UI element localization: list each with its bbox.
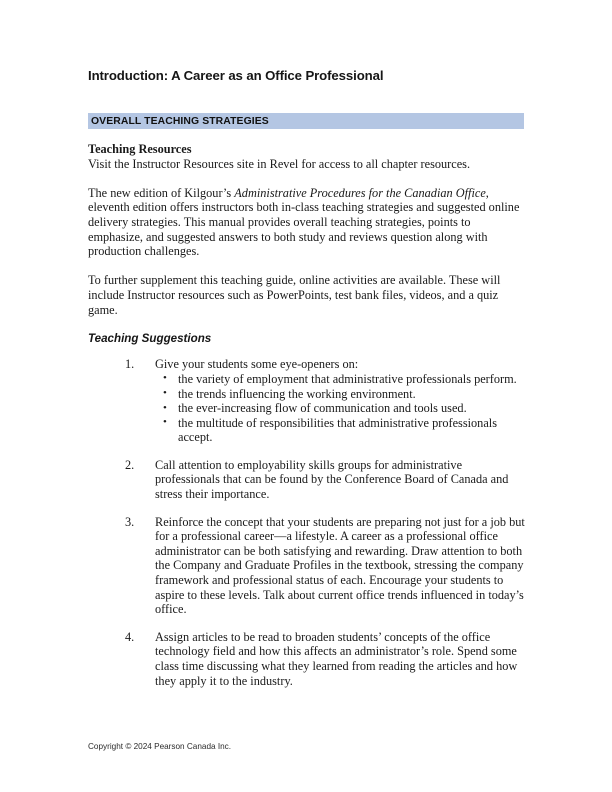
list-item (88, 458, 528, 502)
bullet-dot-icon: • (163, 372, 167, 385)
teaching-resources-heading: Teaching Resources (88, 142, 192, 156)
bullet-dot-icon: • (163, 401, 167, 414)
bullet-dot-icon: • (163, 387, 167, 399)
bullet-text: the trends influencing the working environment. (178, 386, 416, 401)
list-item (88, 357, 528, 445)
list-item (155, 401, 528, 416)
document-body (88, 142, 528, 688)
list-item (155, 416, 528, 445)
list-spacer (88, 346, 528, 357)
list-item-text: Reinforce the concept that your students are preparing not just for a job but for a professional career—a lifestyle. A career as a professional office administrator can be both satisfying and rewarding. Draw attention to both the Company and Graduate Profiles in the textbook, stressing the company framework and professional status of each. Encourage your students to aspire to these levels. Talk about current office trends influenced in today’s office. (155, 514, 525, 617)
footer-copyright: Copyright © 2024 Pearson Canada Inc. (88, 742, 232, 751)
bullet-text: the multitude of responsibilities that administrative professionals accept. (178, 415, 497, 445)
list-item (88, 515, 528, 617)
list-item-number: 4. (125, 629, 135, 644)
section-banner (88, 113, 524, 129)
list-item (155, 387, 528, 402)
book-title-italic: Administrative Procedures for the Canadian Office (234, 185, 486, 200)
edition-paragraph (88, 186, 528, 259)
list-item-text: Assign articles to be read to broaden students’ concepts of the office technology field and how this affects an administrator’s role. Spend some class time discussing what they learned from reading the articles and how they apply it to the industry. (155, 629, 518, 688)
paragraph-spacer (88, 259, 528, 274)
edition-paragraph-tail: , eleventh edition offers instructors both in-class teaching strategies and suggested online delivery strategies. This manual provides overall teaching strategies, points to emphasize, and suggested answers to both study and reviews question along with production challenges. (88, 185, 520, 259)
bullet-dot-icon: • (163, 416, 167, 429)
teaching-suggestions-list (88, 357, 528, 688)
edition-paragraph-lead: The new edition of Kilgour’s (88, 185, 235, 200)
bullet-text: the variety of employment that administrative professionals perform. (178, 371, 517, 386)
paragraph-spacer (88, 171, 528, 186)
bullet-text: the ever-increasing flow of communication and tools used. (178, 401, 467, 416)
teaching-resources-text: Visit the Instructor Resources site in Revel for access to all chapter resources. (88, 156, 471, 171)
page-title: Introduction: A Career as an Office Professional (88, 68, 384, 83)
list-item (88, 630, 528, 688)
list-item-number: 1. (125, 357, 135, 372)
supplement-paragraph: To further supplement this teaching guide, online activities are available. These will include Instructor resources such as PowerPoints, test bank files, videos, and a quiz game. (88, 273, 501, 317)
list-item-number: 2. (125, 457, 135, 472)
list-item-text: Give your students some eye-openers on: (155, 357, 359, 372)
section-banner-label: OVERALL TEACHING STRATEGIES (91, 115, 269, 127)
list-item-number: 3. (125, 514, 135, 529)
teaching-suggestions-heading: Teaching Suggestions (88, 331, 212, 345)
list-item-text: Call attention to employability skills groups for administrative professionals that can be found by the Conference Board of Canada and stress their importance. (155, 457, 509, 502)
list-item (155, 372, 528, 387)
sub-bullet-list (155, 372, 528, 445)
paragraph-spacer (88, 317, 528, 332)
